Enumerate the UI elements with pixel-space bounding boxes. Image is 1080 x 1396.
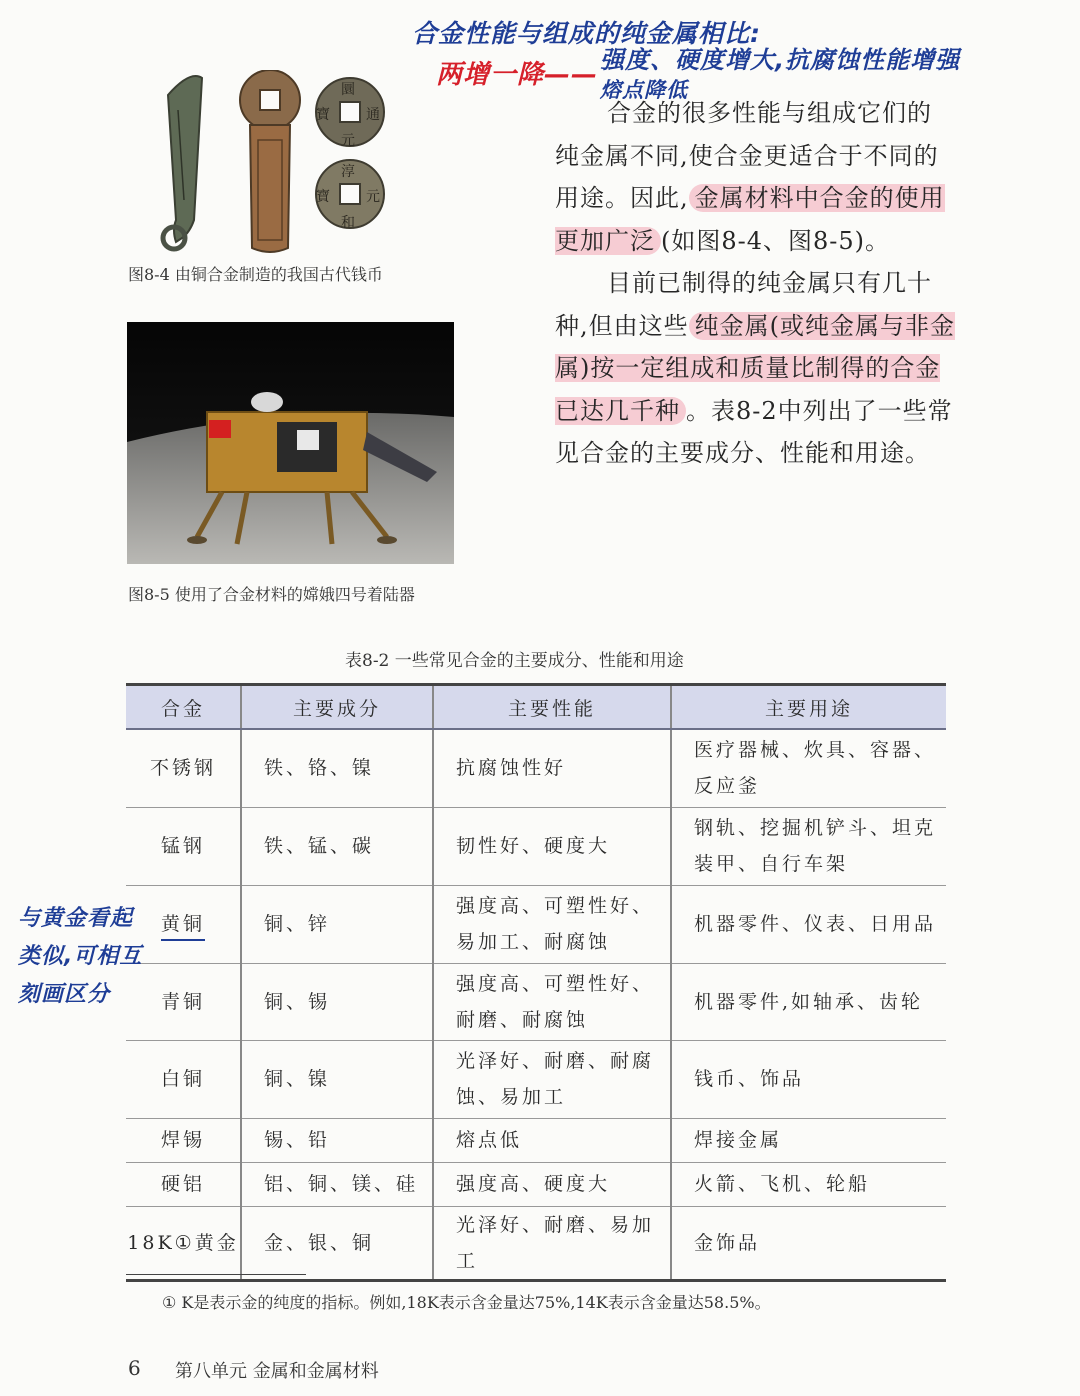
cell-uses: 钱币、饰品 bbox=[671, 1040, 946, 1118]
table-row bbox=[126, 963, 946, 1040]
paragraph-2-start: 目前已制得的纯金属只有几十种,但由这些 bbox=[555, 269, 932, 340]
cell-composition: 铜、锌 bbox=[241, 885, 433, 963]
coin1-char-bottom: 元 bbox=[341, 133, 355, 149]
cell-composition: 铜、锡 bbox=[241, 963, 433, 1040]
table-row bbox=[126, 729, 946, 807]
cell-uses: 焊接金属 bbox=[671, 1118, 946, 1162]
cell-alloy: 青铜 bbox=[126, 963, 241, 1040]
cell-properties: 光泽好、耐磨、易加工 bbox=[433, 1206, 671, 1280]
cell-uses: 钢轨、挖掘机铲斗、坦克装甲、自行车架 bbox=[671, 807, 946, 885]
coin1-char-top: 圜 bbox=[341, 82, 355, 98]
cell-alloy: 不锈钢 bbox=[126, 729, 241, 807]
paragraph-2-highlight: 纯金属(或纯金属与非金属)按一定组成和质量比制得的合金已达几千种 bbox=[555, 311, 956, 425]
table-row bbox=[126, 885, 946, 963]
figure-8-4-caption: 图8-4 由铜合金制造的我国古代钱币 bbox=[128, 265, 383, 284]
annotation-title: 合金性能与组成的纯金属相比: bbox=[412, 19, 761, 48]
cell-properties: 光泽好、耐磨、耐腐蚀、易加工 bbox=[433, 1040, 671, 1118]
table-row bbox=[126, 807, 946, 885]
page-number: 6 bbox=[128, 1356, 141, 1380]
cell-composition: 锡、铅 bbox=[241, 1118, 433, 1162]
paragraph-2 bbox=[555, 262, 955, 475]
header-composition: 主要成分 bbox=[241, 685, 433, 730]
annotation-melting-point: 熔点降低 bbox=[600, 78, 688, 102]
table-title: 表8-2 一些常见合金的主要成分、性能和用途 bbox=[345, 651, 684, 671]
cell-composition: 金、银、铜 bbox=[241, 1206, 433, 1280]
coin1-char-right: 通 bbox=[366, 107, 380, 123]
cell-properties: 强度高、硬度大 bbox=[433, 1162, 671, 1206]
paragraph-1 bbox=[555, 92, 955, 262]
annotation-strength: 强度、硬度增大,抗腐蚀性能增强 bbox=[600, 46, 961, 74]
table-row bbox=[126, 1206, 946, 1280]
cell-alloy: 18K①黄金 bbox=[126, 1206, 241, 1280]
margin-annotation-line3: 刻画区分 bbox=[18, 982, 111, 1007]
annotation-two-up-one-down: 两增一降—— bbox=[436, 60, 599, 90]
alloy-table bbox=[126, 683, 946, 1282]
margin-annotation bbox=[18, 900, 142, 1014]
cell-properties: 强度高、可塑性好、耐磨、耐腐蚀 bbox=[433, 963, 671, 1040]
figure-8-5-caption: 图8-5 使用了合金材料的嫦娥四号着陆器 bbox=[128, 585, 415, 604]
lander-photo bbox=[127, 322, 454, 564]
margin-annotation-line2: 类似,可相互 bbox=[18, 944, 143, 969]
cell-properties: 抗腐蚀性好 bbox=[433, 729, 671, 807]
paragraph-2-end: 。表8-2中列出了一些常见合金的主要成分、性能和用途。 bbox=[555, 396, 953, 467]
table-row bbox=[126, 1118, 946, 1162]
coin2-inscription bbox=[314, 162, 382, 230]
footnote-divider bbox=[126, 1274, 306, 1275]
lander-illustration bbox=[127, 322, 454, 564]
footnote: ① K是表示金的纯度的指标。例如,18K表示含金量达75%,14K表示含金量达58.5%。 bbox=[162, 1293, 771, 1312]
cell-alloy bbox=[126, 885, 241, 963]
paragraph-1-highlight: 金属材料中合金的使用更加广泛 bbox=[555, 184, 945, 255]
cell-properties: 强度高、可塑性好、易加工、耐腐蚀 bbox=[433, 885, 671, 963]
coin2-char-right: 元 bbox=[366, 189, 380, 205]
table-row bbox=[126, 1040, 946, 1118]
header-alloy: 合金 bbox=[126, 685, 241, 730]
cell-alloy: 硬铝 bbox=[126, 1162, 241, 1206]
coin1-inscription bbox=[314, 80, 382, 148]
cell-alloy-underlined: 黄铜 bbox=[161, 913, 205, 941]
cell-properties: 熔点低 bbox=[433, 1118, 671, 1162]
margin-annotation-line1: 与黄金看起 bbox=[18, 906, 134, 931]
coin1-char-left: 寶 bbox=[316, 107, 330, 123]
table-header-row bbox=[126, 685, 946, 730]
cell-alloy: 焊锡 bbox=[126, 1118, 241, 1162]
cell-uses: 医疗器械、炊具、容器、反应釜 bbox=[671, 729, 946, 807]
coin2-char-bottom: 和 bbox=[341, 215, 355, 231]
cell-properties: 韧性好、硬度大 bbox=[433, 807, 671, 885]
table-row bbox=[126, 1162, 946, 1206]
cell-alloy: 锰钢 bbox=[126, 807, 241, 885]
cell-composition: 铝、铜、镁、硅 bbox=[241, 1162, 433, 1206]
coin2-char-top: 淳 bbox=[341, 164, 355, 180]
coin2-char-left: 寶 bbox=[316, 189, 330, 205]
unit-title: 第八单元 金属和金属材料 bbox=[175, 1361, 379, 1382]
cell-uses: 金饰品 bbox=[671, 1206, 946, 1280]
cell-composition: 铜、镍 bbox=[241, 1040, 433, 1118]
cell-composition: 铁、锰、碳 bbox=[241, 807, 433, 885]
cell-uses: 机器零件,如轴承、齿轮 bbox=[671, 963, 946, 1040]
paragraph-1-end: (如图8-4、图8-5)。 bbox=[661, 226, 891, 255]
paragraph-1-start: 合金的很多性能与组成它们的纯金属不同,使合金更适合于不同的用途。因此, bbox=[555, 99, 939, 212]
cell-uses: 机器零件、仪表、日用品 bbox=[671, 885, 946, 963]
cell-composition: 铁、铬、镍 bbox=[241, 729, 433, 807]
header-uses: 主要用途 bbox=[671, 685, 946, 730]
cell-uses: 火箭、飞机、轮船 bbox=[671, 1162, 946, 1206]
cell-alloy: 白铜 bbox=[126, 1040, 241, 1118]
header-properties: 主要性能 bbox=[433, 685, 671, 730]
